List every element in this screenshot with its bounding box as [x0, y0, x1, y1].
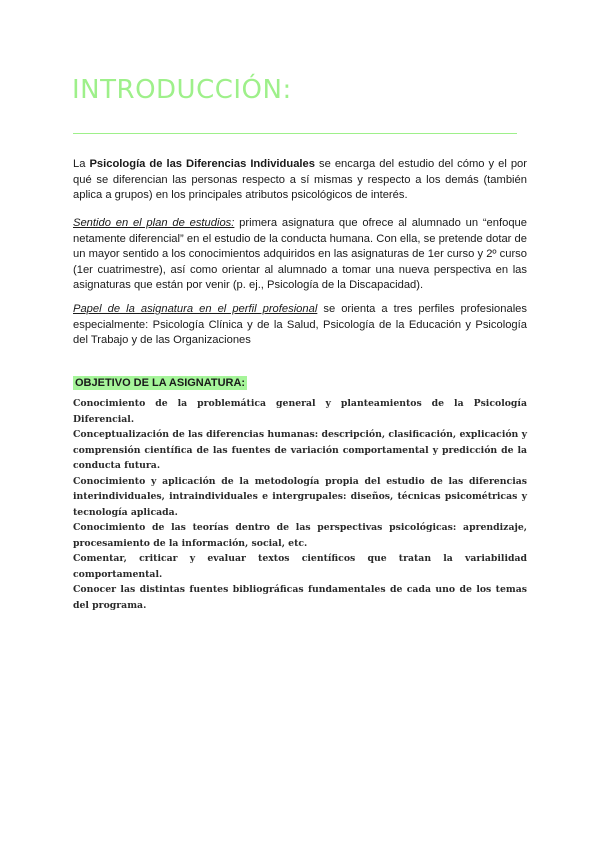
objective-item: Conocimiento de la problemática general y planteamientos de la Psicología Diferencial. — [73, 398, 527, 425]
objectives-heading: OBJETIVO DE LA ASIGNATURA: — [75, 377, 246, 389]
objectives-list — [73, 396, 527, 613]
study-plan-lead: Sentido en el plan de estudios: — [73, 217, 235, 229]
title-underline — [73, 133, 517, 134]
objective-item: Conocimiento de las teorías dentro de las perspectivas psicológicas: aprendizaje, procesamiento de la información, social, etc. — [73, 522, 527, 549]
page-title: INTRODUCCIÓN: — [72, 75, 292, 105]
professional-profile-text: se orienta a tres perfiles profesionales especialmente: Psicología Clínica y de la Salud, Psicología de la Educación y Psicología del Trabajo y de las Organizaciones — [73, 303, 527, 346]
study-plan-text: primera asignatura que ofrece al alumnado un “enfoque netamente diferencial” en el estudio de la conducta humana. Con ella, se pretende dotar de un mayor sentido a los conocimientos adquiridos en las asignaturas de 1er curso y 2º curso (1er cuatrimestre), así como orientar al alumnado a tomar una nueva perspectiva en las asignaturas que están por venir (p. ej., Psicología de la Discapacidad). — [73, 217, 527, 291]
study-plan-paragraph — [73, 216, 527, 294]
professional-profile-lead: Papel de la asignatura en el perfil profesional — [73, 303, 318, 315]
objective-item: Conocer las distintas fuentes bibliográficas fundamentales de cada uno de los temas del programa. — [73, 584, 527, 611]
objective-item: Conceptualización de las diferencias humanas: descripción, clasificación, explicación y comprensión científica de las fuentes de variación comportamental y predicción de la conducta futura. — [73, 429, 527, 471]
intro-text-end: se encarga del estudio del cómo y el por qué se diferencian las personas respecto a sí mismas y respecto a los demás (también aplica a grupos) en los principales atributos psicológicos de interés. — [73, 158, 527, 201]
professional-profile-paragraph — [73, 302, 527, 349]
subject-name: Psicología de las Diferencias Individuales — [89, 158, 315, 170]
objective-item: Comentar, criticar y evaluar textos científicos que tratan la variabilidad comportamental. — [73, 553, 527, 580]
intro-text-start: La — [73, 158, 90, 170]
intro-paragraph — [73, 157, 527, 204]
objective-item: Conocimiento y aplicación de la metodología propia del estudio de las diferencias interindividuales, intraindividuales e intergrupales: diseños, técnicas psicométricas y tecnología aplicada. — [73, 475, 527, 518]
